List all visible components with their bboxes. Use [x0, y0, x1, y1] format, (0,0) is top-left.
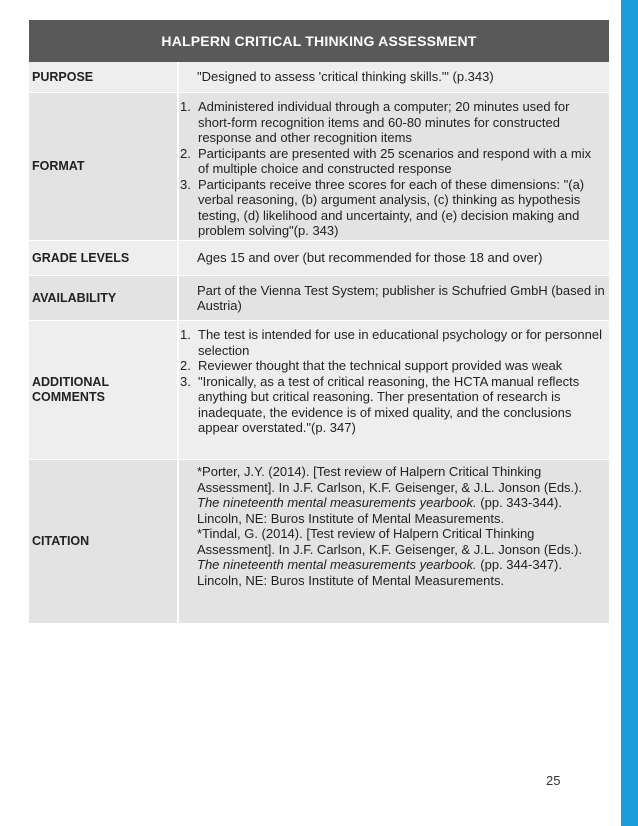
additional-comments-value — [179, 321, 609, 459]
purpose-label: PURPOSE — [29, 62, 179, 92]
list-item: 1. The test is intended for use in educational psychology or for personnel selection — [180, 327, 602, 358]
list-item: 2. Reviewer thought that the technical support provided was weak — [180, 358, 563, 373]
row-grade-levels — [29, 241, 609, 276]
list-item: 3. Participants receive three scores for each of these dimensions: "(a) verbal reasoning, (b) argument analysis, (c) thinking as hypothesis testing, (d) likelihood and uncertainty, and (e) decision making and problem solving"(p. 343) — [180, 176, 585, 238]
grade-levels-label: GRADE LEVELS — [29, 241, 179, 275]
row-availability — [29, 276, 609, 321]
comments-list — [179, 327, 605, 436]
grade-levels-value: Ages 15 and over (but recommended for those 18 and over) — [197, 250, 543, 266]
availability-value: Part of the Vienna Test System; publisher is Schufried GmbH (based in Austria) — [197, 282, 605, 313]
additional-comments-label: ADDITIONAL COMMENTS — [29, 321, 179, 459]
accent-side-bar — [621, 0, 638, 826]
format-value — [179, 93, 609, 240]
row-format — [29, 93, 609, 241]
row-additional-comments — [29, 321, 609, 460]
list-item: 1. Administered individual through a computer; 20 minutes used for short-form recognition items and 60-80 minutes for constructed response and other recognition items — [180, 99, 570, 145]
citation-entry: *Porter, J.Y. (2014). [Test review of Halpern Critical Thinking Assessment]. In J.F. Carlson, K.F. Geisenger, & J.L. Jonson (Eds.). The nineteenth mental measurements yearbook. (pp. 343-344). Lincoln, NE: Buros Institute of Mental Measurements. — [197, 464, 583, 526]
assessment-table — [29, 20, 609, 624]
format-label: FORMAT — [29, 93, 179, 240]
table-title: HALPERN CRITICAL THINKING ASSESSMENT — [29, 20, 609, 62]
purpose-value: "Designed to assess 'critical thinking skills.'" (p.343) — [197, 69, 494, 85]
list-item: 3. "Ironically, as a test of critical reasoning, the HCTA manual reflects anything but critical reasoning. Ther presentation of research is inadequate, the evidence is of mixed quality, and the conclusions appear overstated."(p. 347) — [180, 373, 580, 435]
citation-entry: *Tindal, G. (2014). [Test review of Halpern Critical Thinking Assessment]. In J.F. Carlson, K.F. Geisenger, & J.L. Jonson (Eds.). The nineteenth mental measurements yearbook. (pp. 344-347). Lincoln, NE: Buros Institute of Mental Measurements. — [197, 526, 583, 588]
format-list — [179, 99, 605, 239]
list-item: 2. Participants are presented with 25 scenarios and respond with a mix of multiple choice and constructed response — [180, 145, 592, 176]
row-citation — [29, 460, 609, 624]
citation-value — [179, 460, 609, 623]
row-purpose — [29, 62, 609, 93]
page-number: 25 — [546, 773, 561, 788]
availability-label: AVAILABILITY — [29, 276, 179, 320]
citation-label: CITATION — [29, 460, 179, 623]
